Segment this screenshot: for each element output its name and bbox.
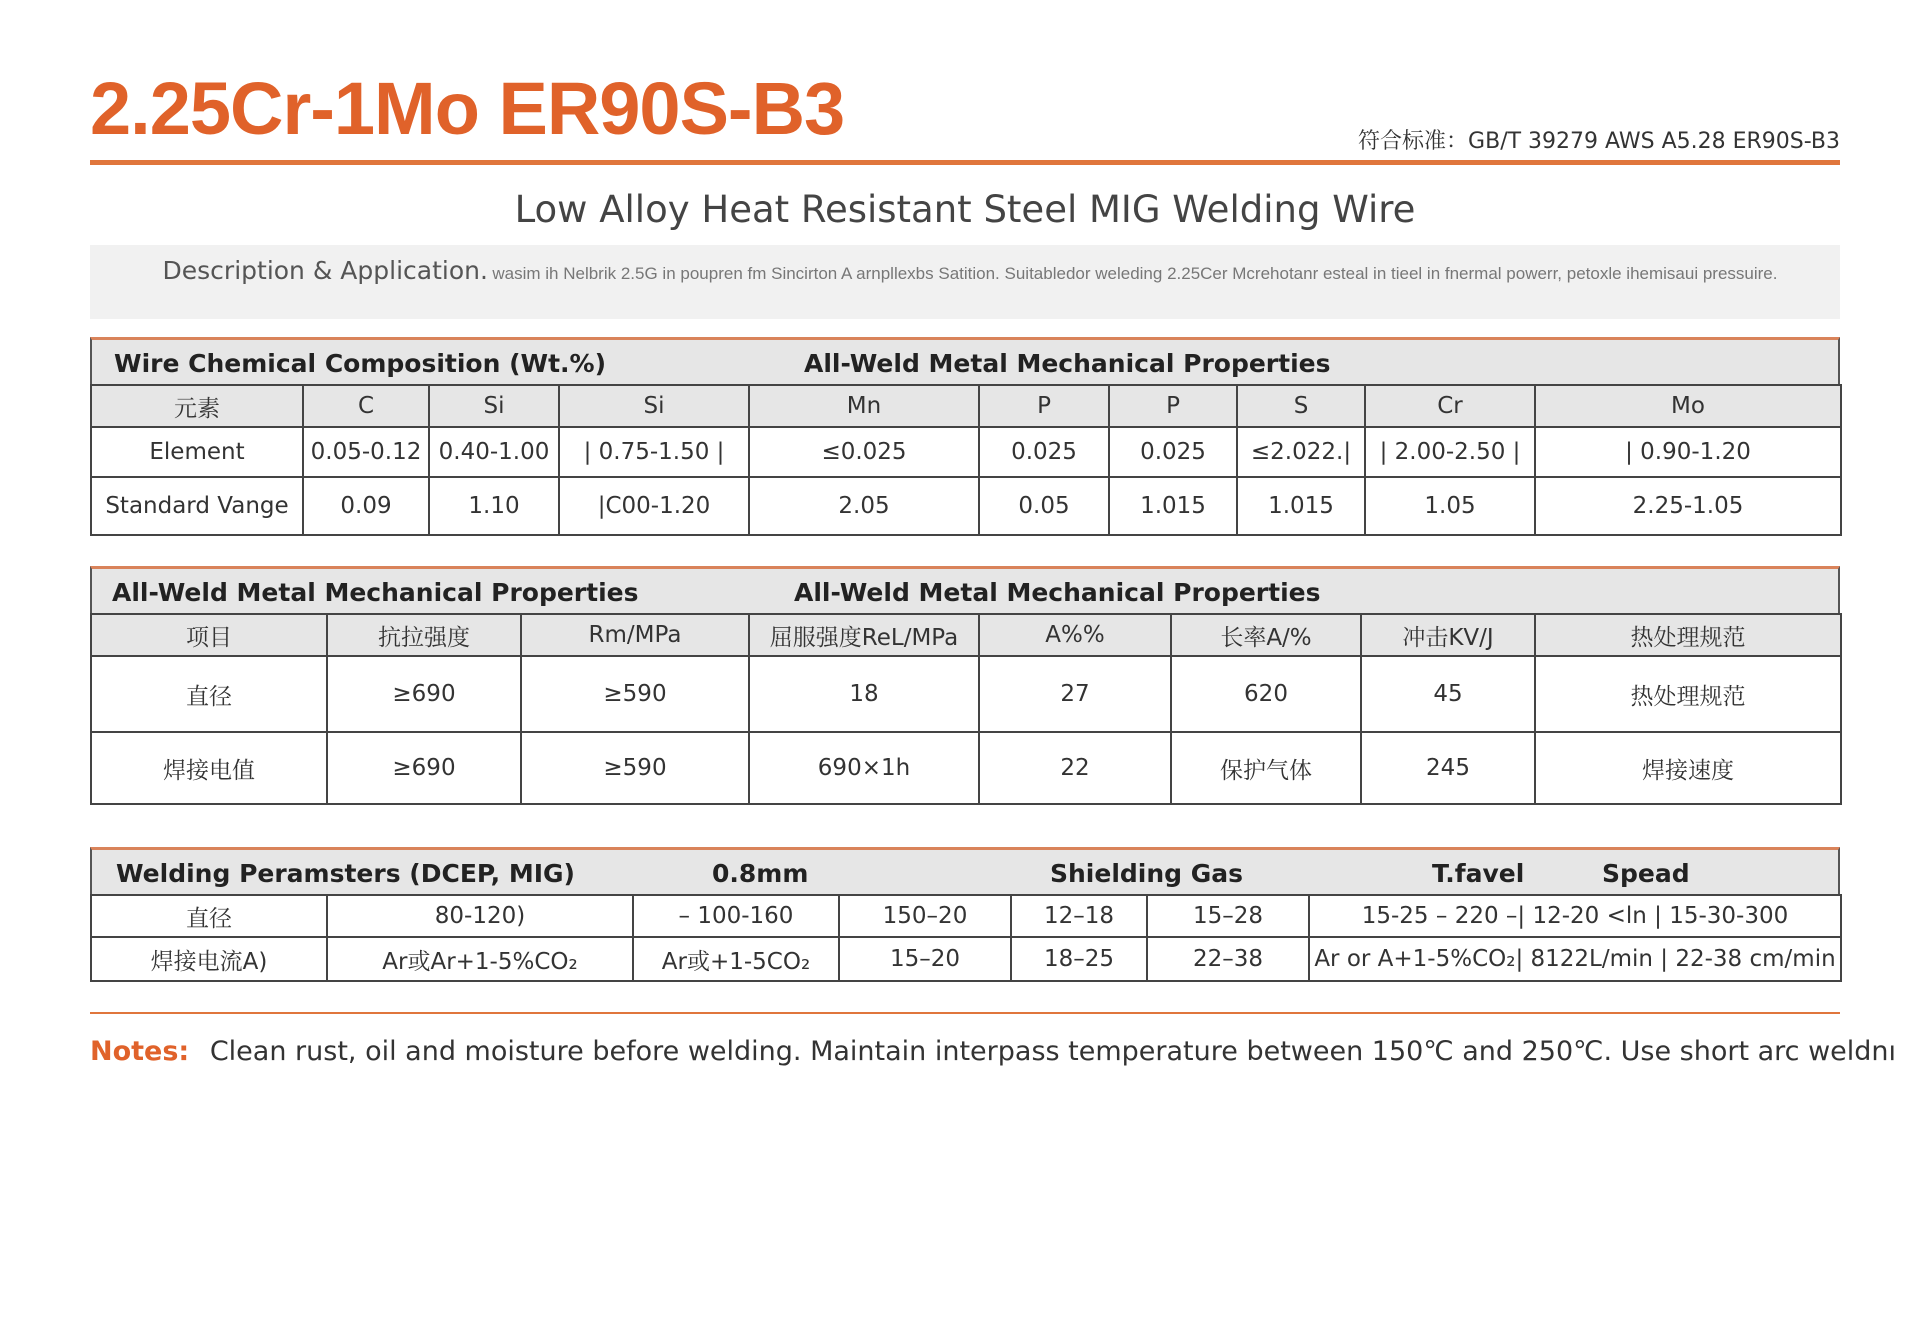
table-cell: 0.05-0.12	[303, 427, 429, 477]
welding-heading-gas: Shielding Gas	[1050, 859, 1244, 888]
notes-text: Clean rust, oil and moisture before welding. Maintain interpass temperature between 150℃ and 250℃. Use short arc weldnı	[209, 1036, 1897, 1067]
table-cell: 1.10	[429, 477, 559, 535]
table-cell: 直径	[91, 656, 327, 732]
table-cell: 焊接电流A)	[91, 937, 327, 981]
column-header: 屈服强度ReL/MPa	[749, 614, 979, 656]
table-cell: 45	[1361, 656, 1535, 732]
composition-heading-right: All-Weld Metal Mechanical Properties	[804, 349, 1331, 378]
table-cell: 18–25	[1011, 937, 1147, 981]
table-row	[91, 895, 1841, 937]
table-cell: 保护气体	[1171, 732, 1361, 804]
welding-heading-speed: Spead	[1602, 859, 1690, 888]
table-cell: 1.015	[1109, 477, 1237, 535]
table-cell: 80-120)	[327, 895, 633, 937]
column-header: C	[303, 385, 429, 427]
table-cell: 15–20	[839, 937, 1011, 981]
column-header: 抗拉强度	[327, 614, 521, 656]
table-cell: 18	[749, 656, 979, 732]
column-header: Cr	[1365, 385, 1535, 427]
table-cell: 12–18	[1011, 895, 1147, 937]
table-cell: 直径	[91, 895, 327, 937]
table-cell: 1.015	[1237, 477, 1365, 535]
column-header: Mo	[1535, 385, 1841, 427]
table-cell: 1.05	[1365, 477, 1535, 535]
table-cell: Element	[91, 427, 303, 477]
table-cell: |C00-1.20	[559, 477, 749, 535]
header-divider	[90, 160, 1840, 165]
column-header: P	[979, 385, 1109, 427]
welding-table	[90, 894, 1842, 982]
mechanical-heading-right: All-Weld Metal Mechanical Properties	[794, 578, 1321, 607]
column-header: 元素	[91, 385, 303, 427]
table-cell: – 100-160	[633, 895, 839, 937]
column-header: A%%	[979, 614, 1171, 656]
table-cell: Ar或Ar+1-5%CO₂	[327, 937, 633, 981]
spec-sheet	[90, 0, 1897, 1067]
table-cell: ≥690	[327, 656, 521, 732]
table-row	[91, 937, 1841, 981]
standard-label: 符合标准：GB/T 39279 AWS A5.28 ER90S-B3	[1358, 129, 1840, 154]
table-cell: | 0.90-1.20	[1535, 427, 1841, 477]
table-cell: 2.05	[749, 477, 979, 535]
composition-header-row	[91, 385, 1841, 427]
welding-heading	[90, 847, 1840, 894]
table-cell: 焊接电值	[91, 732, 327, 804]
table-cell: 0.025	[1109, 427, 1237, 477]
column-header: 长率A/%	[1171, 614, 1361, 656]
description-box	[90, 245, 1840, 319]
composition-table	[90, 384, 1842, 536]
welding-heading-left: Welding Peramsters (DCEP, MIG)	[116, 859, 575, 888]
table-cell: 0.09	[303, 477, 429, 535]
column-header: Rm/MPa	[521, 614, 749, 656]
table-cell: 22–38	[1147, 937, 1309, 981]
composition-section	[90, 337, 1840, 536]
table-cell: 150–20	[839, 895, 1011, 937]
table-cell: 0.40-1.00	[429, 427, 559, 477]
table-cell: ≥590	[521, 732, 749, 804]
table-cell: 2.25-1.05	[1535, 477, 1841, 535]
table-cell: ≥590	[521, 656, 749, 732]
table-cell: 15-25 – 220 –| 12-20 <ln | 15-30-300	[1309, 895, 1841, 937]
table-cell: 焊接速度	[1535, 732, 1841, 804]
column-header: Mn	[749, 385, 979, 427]
product-title: 2.25Cr-1Mo ER90S-B3	[90, 67, 845, 150]
table-cell: 245	[1361, 732, 1535, 804]
welding-heading-size: 0.8mm	[712, 859, 809, 888]
table-row	[91, 656, 1841, 732]
column-header: 热处理规范	[1535, 614, 1841, 656]
table-cell: 0.025	[979, 427, 1109, 477]
column-header: 冲击KV/J	[1361, 614, 1535, 656]
header	[90, 0, 1840, 166]
product-subtitle: Low Alloy Heat Resistant Steel MIG Welding Wire	[514, 188, 1416, 231]
table-cell: 27	[979, 656, 1171, 732]
column-header: Si	[429, 385, 559, 427]
table-cell: | 0.75-1.50 |	[559, 427, 749, 477]
composition-heading	[90, 337, 1840, 384]
table-cell: ≤0.025	[749, 427, 979, 477]
mechanical-table	[90, 613, 1842, 805]
table-cell: | 2.00-2.50 |	[1365, 427, 1535, 477]
description-lead: Description & Application.	[162, 256, 488, 285]
table-cell: 620	[1171, 656, 1361, 732]
mechanical-header-row	[91, 614, 1841, 656]
table-cell: 15–28	[1147, 895, 1309, 937]
welding-section	[90, 847, 1840, 982]
table-cell: ≥690	[327, 732, 521, 804]
table-row	[91, 427, 1841, 477]
welding-heading-travel: T.favel	[1432, 859, 1525, 888]
mechanical-section	[90, 566, 1840, 805]
table-cell: 热处理规范	[1535, 656, 1841, 732]
table-row	[91, 477, 1841, 535]
mechanical-heading	[90, 566, 1840, 613]
column-header: S	[1237, 385, 1365, 427]
column-header: 项目	[91, 614, 327, 656]
description-body: wasim ih Nelbrik 2.5G in poupren fm Sincirton A arnpllexbs Satition. Suitabledor weleding 2.25Cer Mcrehotanr esteal in tieel in fnermal powerr, petoxle ihemisaui pressuire.	[492, 264, 1778, 283]
table-cell: 0.05	[979, 477, 1109, 535]
notes	[90, 1036, 1897, 1067]
notes-divider	[90, 1012, 1840, 1014]
table-cell: 22	[979, 732, 1171, 804]
mechanical-heading-left: All-Weld Metal Mechanical Properties	[112, 578, 639, 607]
column-header: Si	[559, 385, 749, 427]
table-cell: 690×1h	[749, 732, 979, 804]
column-header: P	[1109, 385, 1237, 427]
table-cell: Ar or A+1-5%CO₂| 8122L/min | 22-38 cm/min	[1309, 937, 1841, 981]
table-cell: ≤2.022.|	[1237, 427, 1365, 477]
notes-label: Notes:	[90, 1036, 190, 1067]
table-cell: Ar或+1-5CO₂	[633, 937, 839, 981]
composition-heading-left: Wire Chemical Composition (Wt.%)	[114, 349, 607, 378]
table-row	[91, 732, 1841, 804]
table-cell: Standard Vange	[91, 477, 303, 535]
